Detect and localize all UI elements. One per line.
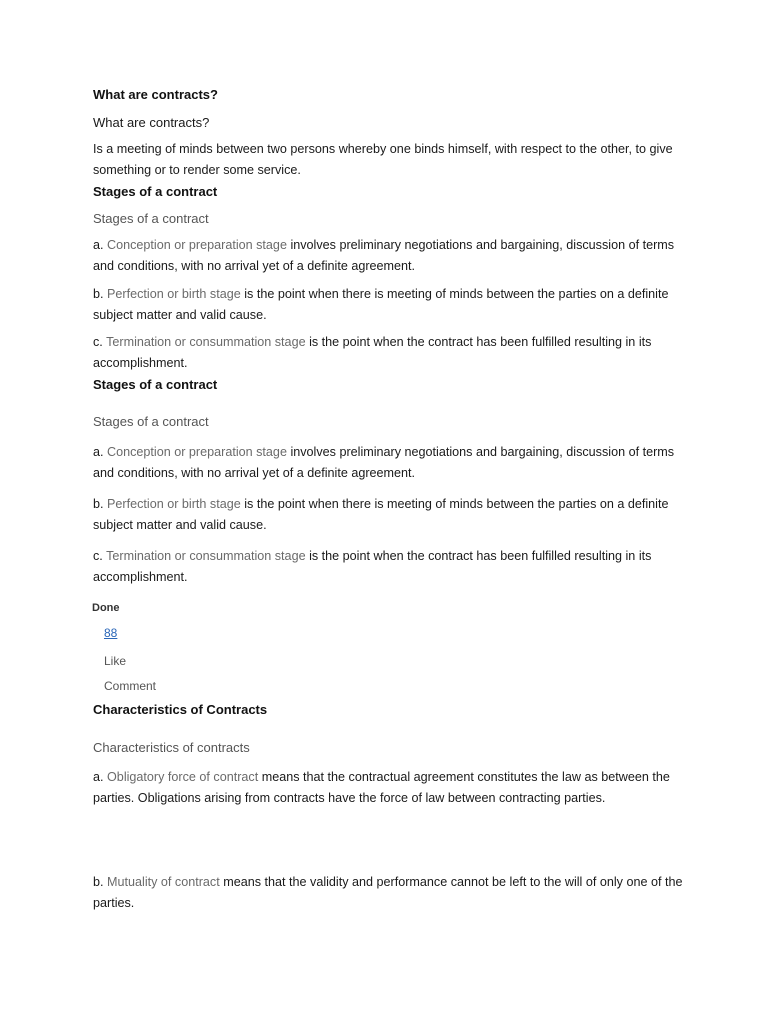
section-subheading-what-are-contracts: What are contracts? <box>93 115 210 130</box>
item-term: Perfection or birth stage <box>107 497 241 511</box>
item-term: Obligatory force of contract <box>107 770 259 784</box>
item-text: involves preliminary negotiations and bargaining, discussion of terms and conditions, with no arrival yet of a definite agreement. <box>93 445 675 480</box>
section-heading-stages-repeat: Stages of a contract <box>93 377 218 392</box>
item-prefix: a. <box>93 445 108 459</box>
item-prefix: b. <box>93 287 108 301</box>
item-term: Conception or preparation stage <box>107 238 287 252</box>
characteristic-item-mutuality <box>93 872 683 914</box>
item-text: means that the contractual agreement constitutes the law as between the parties. Obligations arising from contracts have the force of law between contracting parties. <box>93 770 670 805</box>
item-text: means that the validity and performance cannot be left to the will of only one of the parties. <box>93 875 683 910</box>
stage-item-conception <box>93 235 683 277</box>
section-heading-stages: Stages of a contract <box>93 184 218 199</box>
item-text: is the point when there is meeting of minds between the parties on a definite subject matter and valid cause. <box>93 287 669 322</box>
section-heading-what-are-contracts: What are contracts? <box>93 87 218 102</box>
item-text: is the point when the contract has been fulfilled resulting in its accomplishment. <box>93 335 652 370</box>
section-subheading-characteristics: Characteristics of contracts <box>93 740 250 755</box>
stage-item-perfection <box>93 494 683 536</box>
stage-item-termination <box>93 332 683 374</box>
item-term: Termination or consummation stage <box>106 549 306 563</box>
item-prefix: a. <box>93 770 108 784</box>
item-prefix: b. <box>93 497 108 511</box>
item-term: Mutuality of contract <box>107 875 220 889</box>
reaction-count-link[interactable]: 88 <box>104 626 118 640</box>
item-prefix: b. <box>93 875 108 889</box>
stage-item-termination <box>93 546 683 588</box>
item-text: involves preliminary negotiations and bargaining, discussion of terms and conditions, with no arrival yet of a definite agreement. <box>93 238 675 273</box>
section-subheading-stages: Stages of a contract <box>93 211 209 226</box>
like-button[interactable]: Like <box>104 654 127 668</box>
stage-item-perfection <box>93 284 683 326</box>
section-heading-characteristics: Characteristics of Contracts <box>93 702 268 717</box>
stage-item-conception <box>93 442 683 484</box>
item-prefix: a. <box>93 238 108 252</box>
item-term: Termination or consummation stage <box>106 335 306 349</box>
definition-paragraph: Is a meeting of minds between two persons whereby one binds himself, with respect to the other, to give something or to render some service. <box>93 142 673 177</box>
comment-button[interactable]: Comment <box>104 679 157 693</box>
item-term: Conception or preparation stage <box>107 445 287 459</box>
item-prefix: c. <box>93 549 107 563</box>
item-prefix: c. <box>93 335 107 349</box>
item-term: Perfection or birth stage <box>107 287 241 301</box>
characteristic-item-obligatory-force <box>93 767 683 809</box>
item-text: is the point when the contract has been fulfilled resulting in its accomplishment. <box>93 549 652 584</box>
item-text: is the point when there is meeting of minds between the parties on a definite subject matter and valid cause. <box>93 497 669 532</box>
section-subheading-stages-repeat: Stages of a contract <box>93 414 209 429</box>
done-label: Done <box>92 602 120 614</box>
